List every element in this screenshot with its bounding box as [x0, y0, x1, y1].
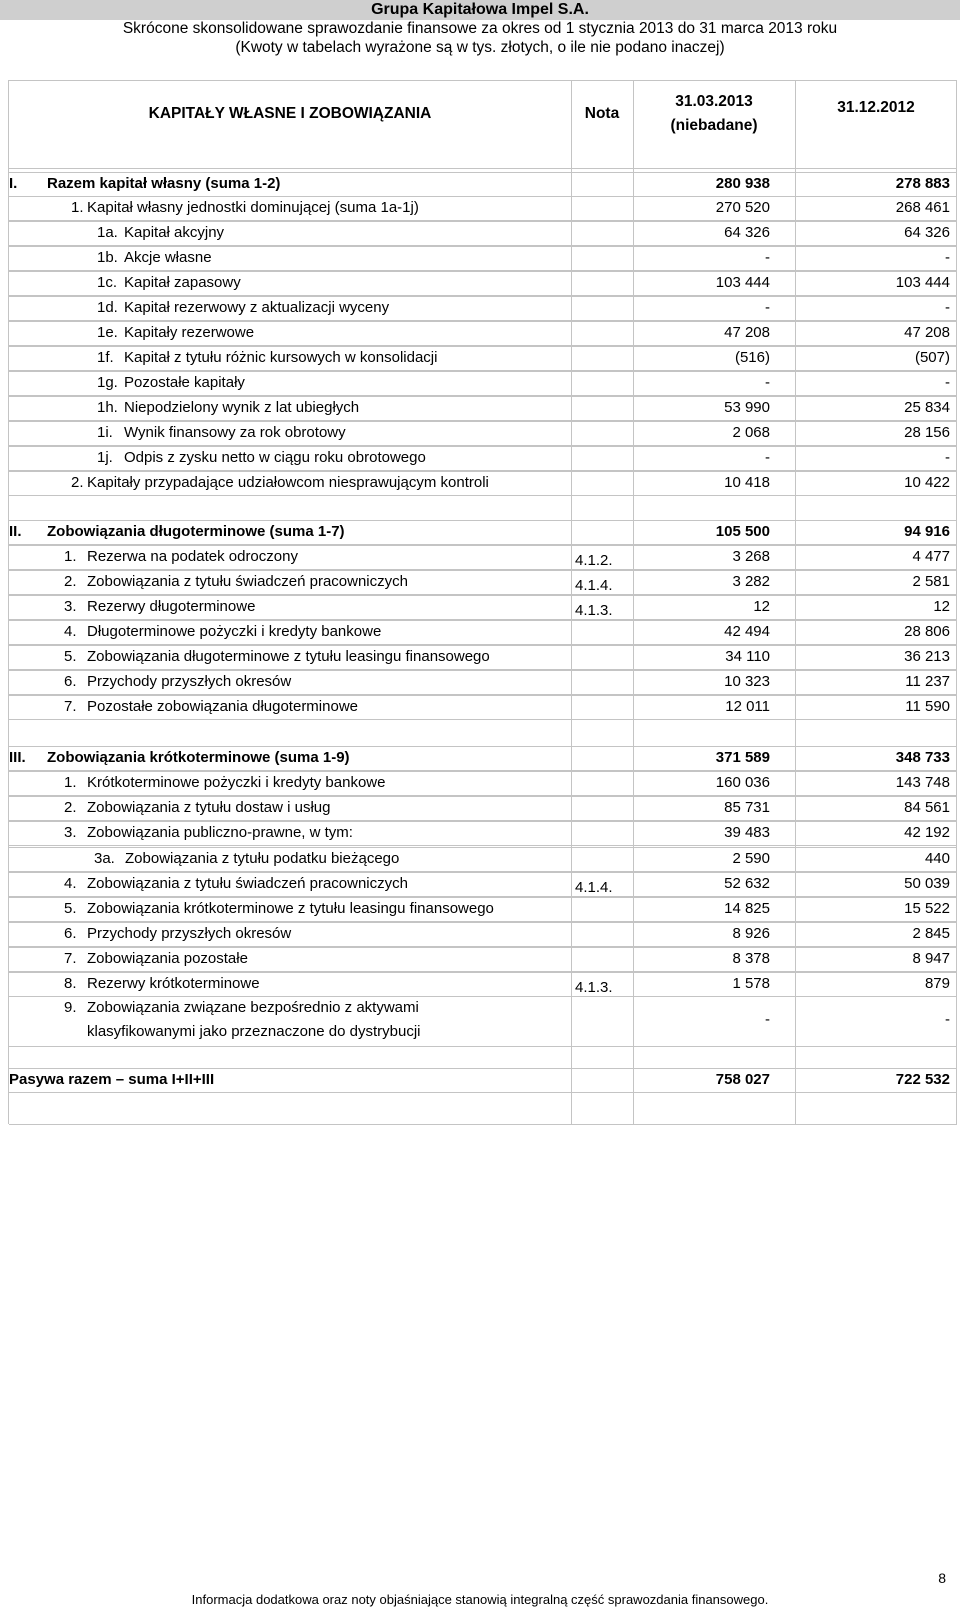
value-2012-12: -: [945, 249, 950, 266]
row-number: 7.: [64, 950, 77, 967]
value-2013-03: 758 027: [715, 1071, 770, 1088]
grid-hline: [9, 796, 957, 797]
row-number: 6.: [64, 673, 77, 690]
row-label: Niepodzielony wynik z lat ubiegłych: [124, 399, 360, 416]
row-number: 8.: [64, 975, 77, 992]
value-2012-12: (507): [914, 349, 950, 366]
row-note: 4.1.4.: [575, 879, 613, 896]
row-label: Zobowiązania z tytułu dostaw i usług: [87, 799, 331, 816]
page-number: 8: [938, 1570, 946, 1586]
row-label: Przychody przyszłych okresów: [87, 925, 292, 942]
value-2013-03: 8 378: [732, 950, 770, 967]
grid-hline: [9, 296, 957, 297]
row-number: 2.: [64, 573, 77, 590]
grid-vline: [571, 80, 572, 1124]
value-2013-03: -: [765, 449, 770, 466]
row-number: 4.: [64, 875, 77, 892]
row-number: 1f.: [97, 349, 114, 366]
row-number: 9.: [64, 999, 77, 1016]
row-label: Razem kapitał własny (suma 1-2): [47, 175, 281, 192]
value-2012-12: 10 422: [904, 474, 950, 491]
footer-note: Informacja dodatkowa oraz noty objaśniające stanowią integralną część sprawozdania finansowego.: [191, 1592, 769, 1607]
value-2012-12: 11 237: [905, 673, 950, 690]
value-2012-12: 28 806: [904, 623, 950, 640]
value-2013-03: 39 483: [724, 824, 770, 841]
row-number: III.: [9, 749, 26, 766]
row-label: Zobowiązania długoterminowe (suma 1-7): [47, 523, 345, 540]
col-note-header: Nota: [584, 105, 620, 122]
row-number: 1c.: [97, 274, 118, 291]
units-note: (Kwoty w tabelach wyrażone są w tys. złotych, o ile nie podano inaczej): [235, 39, 725, 56]
value-2013-03: 8 926: [732, 925, 770, 942]
value-2013-03: 34 110: [725, 648, 770, 665]
value-2012-12: 348 733: [895, 749, 950, 766]
row-label: Zobowiązania z tytułu podatku bieżącego: [125, 850, 400, 867]
value-2013-03: (516): [734, 349, 770, 366]
row-number: 3.: [64, 598, 77, 615]
grid-hline: [9, 271, 957, 272]
row-number: 1e.: [97, 324, 118, 341]
value-2012-12: 15 522: [904, 900, 950, 917]
grid-hline: [9, 371, 957, 372]
value-2013-03: 10 323: [724, 673, 770, 690]
value-2013-03: 2 590: [732, 850, 770, 867]
row-label-continued: klasyfikowanymi jako przeznaczone do dystrybucji: [87, 1023, 421, 1040]
row-label: Rezerwy krótkoterminowe: [87, 975, 260, 992]
row-number: 3.: [64, 824, 77, 841]
value-2012-12: 4 477: [912, 548, 950, 565]
equity-liabilities-table: [8, 80, 957, 1124]
row-label: Rezerwy długoterminowe: [87, 598, 256, 615]
row-number: 5.: [64, 900, 77, 917]
value-2012-12: 278 883: [895, 175, 950, 192]
row-number: 1b.: [97, 249, 118, 266]
value-2012-12: -: [945, 374, 950, 391]
value-2013-03: 47 208: [724, 324, 770, 341]
grid-hline: [9, 495, 957, 496]
value-2013-03: 280 938: [715, 175, 770, 192]
row-number: 1.: [64, 548, 77, 565]
value-2013-03: 160 036: [715, 774, 770, 791]
row-note: 4.1.4.: [575, 577, 613, 594]
value-2012-12: 12: [933, 598, 950, 615]
row-number: 1.: [64, 774, 77, 791]
grid-hline: [9, 471, 957, 472]
grid-hline: [9, 719, 957, 720]
row-number: 2.: [64, 799, 77, 816]
value-2012-12: 2 581: [912, 573, 950, 590]
row-number: 2.: [71, 474, 84, 491]
grid-hline: [9, 947, 957, 948]
grid-vline: [956, 80, 957, 1124]
value-2013-03: 3 282: [732, 573, 770, 590]
row-number: 1g.: [97, 374, 118, 391]
grid-hline: [9, 996, 957, 997]
row-label: Krótkoterminowe pożyczki i kredyty bankowe: [87, 774, 386, 791]
grid-vline: [795, 80, 796, 1124]
value-2012-12: 268 461: [895, 199, 950, 216]
value-2012-12: 36 213: [904, 648, 950, 665]
value-2012-12: 50 039: [904, 875, 950, 892]
row-number: 6.: [64, 925, 77, 942]
row-label: Kapitał rezerwowy z aktualizacji wyceny: [124, 299, 390, 316]
row-label: Odpis z zysku netto w ciągu roku obrotowego: [124, 449, 426, 466]
row-label: Pasywa razem – suma I+II+III: [9, 1071, 215, 1088]
grid-hline: [9, 421, 957, 422]
grid-hline: [9, 221, 957, 222]
grid-hline: [9, 168, 957, 169]
row-label: Zobowiązania publiczno-prawne, w tym:: [87, 824, 353, 841]
value-2012-12: 103 444: [895, 274, 950, 291]
value-2012-12: 143 748: [895, 774, 950, 791]
value-2012-12: 11 590: [905, 698, 950, 715]
row-number: 1i.: [97, 424, 113, 441]
row-label: Kapitały przypadające udziałowcom niesprawującym kontroli: [87, 474, 489, 491]
row-number: I.: [9, 175, 18, 192]
row-label: Rezerwa na podatek odroczony: [87, 548, 298, 565]
row-label: Zobowiązania długoterminowe z tytułu leasingu finansowego: [87, 648, 490, 665]
row-number: 1a.: [97, 224, 118, 241]
grid-hline: [9, 172, 957, 173]
row-note: 4.1.3.: [575, 602, 613, 619]
row-label: Zobowiązania związane bezpośrednio z aktywami: [87, 999, 419, 1016]
value-2012-12: 47 208: [904, 324, 950, 341]
value-2012-12: -: [945, 1011, 950, 1028]
col-period1-subheader: (niebadane): [670, 117, 758, 134]
row-label: Pozostałe kapitały: [124, 374, 245, 391]
grid-hline: [9, 346, 957, 347]
value-2013-03: 14 825: [724, 900, 770, 917]
row-label: Kapitał zapasowy: [124, 274, 241, 291]
value-2013-03: 52 632: [724, 875, 770, 892]
grid-hline: [9, 570, 957, 571]
value-2013-03: -: [765, 249, 770, 266]
row-label: Akcje własne: [124, 249, 212, 266]
row-number: 5.: [64, 648, 77, 665]
value-2012-12: 28 156: [904, 424, 950, 441]
row-label: Zobowiązania pozostałe: [87, 950, 248, 967]
value-2012-12: 84 561: [904, 799, 950, 816]
grid-hline: [9, 972, 957, 973]
value-2012-12: -: [945, 299, 950, 316]
row-number: 1.: [71, 199, 84, 216]
value-2013-03: 12 011: [725, 698, 770, 715]
grid-hline: [9, 872, 957, 873]
row-label: Kapitał z tytułu różnic kursowych w konsolidacji: [124, 349, 438, 366]
row-number: 1h.: [97, 399, 118, 416]
table-title: KAPITAŁY WŁASNE I ZOBOWIĄZANIA: [148, 105, 432, 122]
value-2013-03: 2 068: [732, 424, 770, 441]
grid-hline: [9, 595, 957, 596]
grid-hline: [9, 446, 957, 447]
report-title: Skrócone skonsolidowane sprawozdanie finansowe za okres od 1 stycznia 2013 do 31 marca 2013 roku: [122, 20, 838, 37]
value-2012-12: 440: [924, 850, 950, 867]
value-2013-03: 103 444: [715, 274, 770, 291]
row-number: 4.: [64, 623, 77, 640]
col-period1-header: 31.03.2013: [675, 93, 753, 110]
value-2013-03: -: [765, 1011, 770, 1028]
row-label: Kapitał akcyjny: [124, 224, 225, 241]
row-label: Wynik finansowy za rok obrotowy: [124, 424, 346, 441]
value-2013-03: 371 589: [715, 749, 770, 766]
value-2013-03: 3 268: [732, 548, 770, 565]
grid-hline: [9, 695, 957, 696]
value-2012-12: -: [945, 449, 950, 466]
grid-hline: [9, 321, 957, 322]
value-2012-12: 2 845: [912, 925, 950, 942]
grid-hline: [9, 645, 957, 646]
col-period2-header: 31.12.2012: [837, 99, 915, 116]
row-label: Zobowiązania z tytułu świadczeń pracowniczych: [87, 875, 408, 892]
value-2013-03: 105 500: [715, 523, 770, 540]
value-2012-12: 25 834: [904, 399, 950, 416]
value-2013-03: 64 326: [724, 224, 770, 241]
grid-hline: [9, 1124, 957, 1125]
grid-hline: [9, 1068, 957, 1069]
row-label: Kapitały rezerwowe: [124, 324, 255, 341]
grid-hline: [9, 80, 957, 81]
company-name: Grupa Kapitałowa Impel S.A.: [0, 0, 960, 20]
value-2013-03: 1 578: [732, 975, 770, 992]
grid-hline: [9, 545, 957, 546]
grid-hline: [9, 196, 957, 197]
grid-hline: [9, 620, 957, 621]
grid-hline: [9, 246, 957, 247]
grid-hline: [9, 897, 957, 898]
grid-hline: [9, 746, 957, 747]
grid-hline: [9, 1092, 957, 1093]
value-2012-12: 8 947: [912, 950, 950, 967]
value-2013-03: -: [765, 374, 770, 391]
value-2013-03: 53 990: [724, 399, 770, 416]
value-2012-12: 879: [924, 975, 950, 992]
value-2013-03: 42 494: [724, 623, 770, 640]
grid-hline: [9, 520, 957, 521]
value-2012-12: 42 192: [904, 824, 950, 841]
grid-vline: [633, 80, 634, 1124]
value-2013-03: 10 418: [724, 474, 770, 491]
row-label: Przychody przyszłych okresów: [87, 673, 292, 690]
row-number: 1d.: [97, 299, 118, 316]
value-2013-03: 270 520: [715, 199, 770, 216]
grid-hline: [9, 1046, 957, 1047]
grid-hline: [9, 847, 957, 848]
row-label: Długoterminowe pożyczki i kredyty bankowe: [87, 623, 382, 640]
row-number: II.: [9, 523, 22, 540]
grid-hline: [9, 771, 957, 772]
value-2012-12: 94 916: [904, 523, 950, 540]
grid-hline: [9, 845, 957, 846]
grid-hline: [9, 396, 957, 397]
value-2012-12: 64 326: [904, 224, 950, 241]
row-note: 4.1.2.: [575, 552, 613, 569]
row-label: Zobowiązania z tytułu świadczeń pracowniczych: [87, 573, 408, 590]
value-2013-03: -: [765, 299, 770, 316]
row-number: 1j.: [97, 449, 113, 466]
row-label: Zobowiązania krótkoterminowe (suma 1-9): [47, 749, 350, 766]
grid-hline: [9, 922, 957, 923]
grid-hline: [9, 821, 957, 822]
row-note: 4.1.3.: [575, 979, 613, 996]
row-label: Pozostałe zobowiązania długoterminowe: [87, 698, 358, 715]
row-label: Zobowiązania krótkoterminowe z tytułu leasingu finansowego: [87, 900, 494, 917]
row-label: Kapitał własny jednostki dominującej (suma 1a-1j): [87, 199, 419, 216]
value-2013-03: 12: [753, 598, 770, 615]
grid-hline: [9, 670, 957, 671]
value-2012-12: 722 532: [895, 1071, 950, 1088]
value-2013-03: 85 731: [724, 799, 770, 816]
row-number: 3a.: [94, 850, 115, 867]
row-number: 7.: [64, 698, 77, 715]
